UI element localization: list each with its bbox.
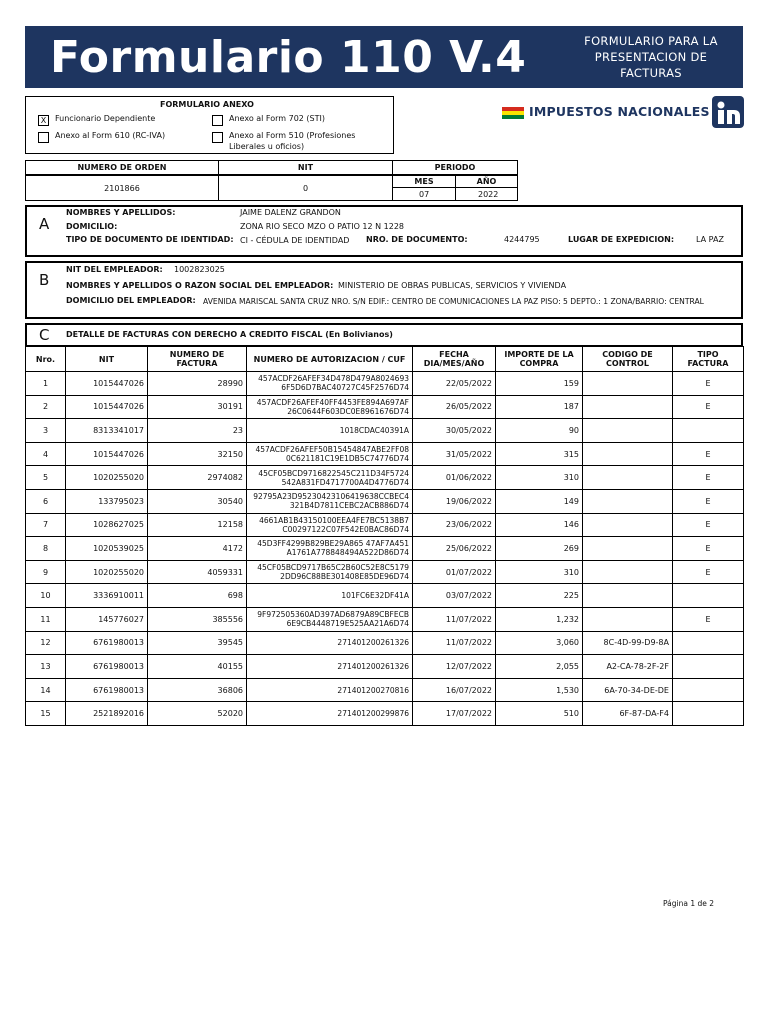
row-autorizacion — [247, 655, 413, 679]
auth-line: 0C621181C19E1DB5C74776D74 — [285, 454, 409, 464]
empleador-nit-value: 1002823025 — [174, 265, 225, 274]
auth-line: 45CF05BCD9717B65C2B60C52E8C5179 — [257, 563, 409, 573]
auth-line: 271401200261326 — [337, 638, 409, 648]
column-header: NUMERO DE FACTURA — [148, 347, 247, 372]
row-autorizacion — [247, 702, 413, 726]
row-factura: 12158 — [148, 513, 247, 537]
logo-text: IMPUESTOS NACIONALES — [529, 104, 710, 119]
table-row — [26, 678, 744, 702]
empleador-domicilio-label: DOMICILIO DEL EMPLEADOR: — [66, 296, 196, 305]
row-nro: 11 — [26, 607, 66, 631]
table-row — [26, 584, 744, 608]
row-codigo-control — [583, 419, 673, 443]
row-factura: 36806 — [148, 678, 247, 702]
row-importe: 1,232 — [496, 607, 583, 631]
row-codigo-control — [583, 607, 673, 631]
razon-social-label: NOMBRES Y APELLIDOS O RAZON SOCIAL DEL EMPLEADOR: — [66, 281, 334, 290]
row-codigo-control — [583, 560, 673, 584]
column-header: NUMERO DE AUTORIZACION / CUF — [247, 347, 413, 372]
table-row — [26, 489, 744, 513]
auth-line: 271401200261326 — [337, 661, 409, 671]
row-tipo-factura: E — [673, 489, 744, 513]
row-codigo-control: 6F-87-DA-F4 — [583, 702, 673, 726]
column-header: FECHA DIA/MES/AÑO — [413, 347, 496, 372]
row-autorizacion — [247, 678, 413, 702]
table-row — [26, 655, 744, 679]
row-importe: 310 — [496, 560, 583, 584]
row-importe: 2,055 — [496, 655, 583, 679]
row-factura: 30540 — [148, 489, 247, 513]
section-c-letter: C — [39, 326, 50, 344]
row-codigo-control — [583, 395, 673, 419]
lugar-value: LA PAZ — [696, 235, 724, 244]
subtitle-line: FORMULARIO PARA LA — [584, 34, 718, 48]
row-autorizacion — [247, 419, 413, 443]
row-fecha: 01/07/2022 — [413, 560, 496, 584]
auth-line: 45D3FF4299B829BE29A865 47AF7A451 — [257, 539, 409, 549]
auth-line: 4661AB1B43150100EEA4FE7BC5138B7 — [259, 515, 409, 525]
anexo-option-label: Anexo al Form 702 (STI) — [229, 114, 325, 123]
table-row — [26, 631, 744, 655]
row-importe: 146 — [496, 513, 583, 537]
row-importe: 269 — [496, 537, 583, 561]
mes-header: MES — [392, 175, 456, 188]
table-row — [26, 442, 744, 466]
row-nit: 1028627025 — [66, 513, 148, 537]
page-number: Página 1 de 2 — [663, 899, 715, 908]
row-autorizacion — [247, 607, 413, 631]
nro-doc-value: 4244795 — [504, 235, 540, 244]
auth-line: 542A831FD4717700A4D4776D74 — [281, 477, 409, 487]
mes-value: 07 — [392, 187, 456, 201]
table-row — [26, 607, 744, 631]
row-factura: 385556 — [148, 607, 247, 631]
empleador-nit-label: NIT DEL EMPLEADOR: — [66, 265, 163, 274]
row-importe: 159 — [496, 372, 583, 396]
row-autorizacion — [247, 560, 413, 584]
row-factura: 28990 — [148, 372, 247, 396]
auth-line: 92795A23D95230423106419638CCBEC4 — [253, 492, 409, 502]
table-row — [26, 372, 744, 396]
ano-value: 2022 — [455, 187, 518, 201]
anexo-checkbox-610[interactable] — [38, 132, 49, 143]
auth-line: A1761A778848494A522D86D74 — [286, 548, 409, 558]
row-fecha: 11/07/2022 — [413, 607, 496, 631]
auth-line: 45CF05BCD9716822545C211D34F5724 — [258, 468, 409, 478]
row-tipo-factura: E — [673, 537, 744, 561]
row-importe: 149 — [496, 489, 583, 513]
row-tipo-factura — [673, 631, 744, 655]
row-fecha: 31/05/2022 — [413, 442, 496, 466]
auth-line: 271401200299876 — [337, 709, 409, 719]
row-nit: 1020255020 — [66, 560, 148, 584]
row-autorizacion — [247, 513, 413, 537]
row-codigo-control — [583, 537, 673, 561]
row-fecha: 01/06/2022 — [413, 466, 496, 490]
row-importe: 90 — [496, 419, 583, 443]
row-fecha: 25/06/2022 — [413, 537, 496, 561]
row-factura: 30191 — [148, 395, 247, 419]
row-codigo-control — [583, 584, 673, 608]
anexo-checkbox-510[interactable] — [212, 132, 223, 143]
row-tipo-factura: E — [673, 372, 744, 396]
row-factura: 39545 — [148, 631, 247, 655]
invoice-body — [26, 372, 744, 726]
auth-line: 6F5D6D7BAC40727C45F2576D74 — [281, 383, 409, 393]
row-nit: 6761980013 — [66, 678, 148, 702]
row-autorizacion — [247, 372, 413, 396]
anexo-option-label: Funcionario Dependiente — [55, 114, 156, 123]
bolivia-flag-icon — [502, 107, 524, 119]
orden-value: 2101866 — [25, 175, 219, 201]
row-nit: 6761980013 — [66, 655, 148, 679]
row-fecha: 17/07/2022 — [413, 702, 496, 726]
row-nro: 15 — [26, 702, 66, 726]
auth-line: 457ACDF26AFEF34D478D479A8024693 — [258, 374, 409, 384]
row-codigo-control: 6A-70-34-DE-DE — [583, 678, 673, 702]
row-fecha: 03/07/2022 — [413, 584, 496, 608]
row-codigo-control — [583, 372, 673, 396]
row-tipo-factura: E — [673, 607, 744, 631]
row-nit: 2521892016 — [66, 702, 148, 726]
auth-line: 457ACDF26AFEF50B15454847ABE2FF08 — [255, 445, 409, 455]
row-tipo-factura — [673, 419, 744, 443]
row-codigo-control: 8C-4D-99-D9-8A — [583, 631, 673, 655]
nro-doc-label: NRO. DE DOCUMENTO: — [366, 235, 468, 244]
row-nro: 3 — [26, 419, 66, 443]
row-fecha: 16/07/2022 — [413, 678, 496, 702]
row-nit: 145776027 — [66, 607, 148, 631]
section-c-title: DETALLE DE FACTURAS CON DERECHO A CREDITO FISCAL (En Bolivianos) — [66, 330, 393, 339]
subtitle-line: FACTURAS — [620, 66, 682, 80]
row-fecha: 11/07/2022 — [413, 631, 496, 655]
auth-line: C00297122C07F542E0BAC86D74 — [282, 524, 409, 534]
row-tipo-factura: E — [673, 560, 744, 584]
row-nit: 6761980013 — [66, 631, 148, 655]
row-importe: 187 — [496, 395, 583, 419]
row-nro: 8 — [26, 537, 66, 561]
anexo-option-label: Liberales u oficios) — [229, 142, 305, 151]
row-autorizacion — [247, 584, 413, 608]
row-tipo-factura: E — [673, 513, 744, 537]
auth-line: 6E9CB4448719E525AA21A6D74 — [286, 619, 409, 629]
row-tipo-factura: E — [673, 442, 744, 466]
nombres-value: JAIME DALENZ GRANDON — [240, 208, 341, 217]
row-fecha: 23/06/2022 — [413, 513, 496, 537]
row-nro: 14 — [26, 678, 66, 702]
row-nit: 1015447026 — [66, 372, 148, 396]
anexo-checkbox-funcionario[interactable]: X — [38, 115, 49, 126]
auth-line: 2DD96C88BE301408E85DE96D74 — [280, 572, 409, 582]
section-b-letter: B — [39, 271, 50, 289]
row-nro: 2 — [26, 395, 66, 419]
auth-line: 271401200270816 — [337, 685, 409, 695]
row-tipo-factura — [673, 678, 744, 702]
lugar-label: LUGAR DE EXPEDICION: — [568, 235, 675, 244]
column-header: NIT — [66, 347, 148, 372]
row-autorizacion — [247, 395, 413, 419]
tipo-doc-label: TIPO DE DOCUMENTO DE IDENTIDAD: — [66, 235, 234, 244]
row-importe: 315 — [496, 442, 583, 466]
row-importe: 310 — [496, 466, 583, 490]
periodo-header: PERIODO — [392, 160, 518, 175]
row-nit: 133795023 — [66, 489, 148, 513]
anexo-checkbox-702[interactable] — [212, 115, 223, 126]
section-a-letter: A — [39, 215, 50, 233]
row-codigo-control — [583, 513, 673, 537]
auth-line: 26C0644F603DC0E8961676D74 — [287, 406, 409, 416]
row-factura: 23 — [148, 419, 247, 443]
row-nro: 4 — [26, 442, 66, 466]
row-factura: 4059331 — [148, 560, 247, 584]
column-header: TIPO FACTURA — [673, 347, 744, 372]
row-codigo-control — [583, 489, 673, 513]
row-importe: 3,060 — [496, 631, 583, 655]
row-nit: 8313341017 — [66, 419, 148, 443]
row-autorizacion — [247, 537, 413, 561]
subtitle-line: PRESENTACION DE — [594, 50, 708, 64]
row-importe: 225 — [496, 584, 583, 608]
row-fecha: 12/07/2022 — [413, 655, 496, 679]
row-tipo-factura: E — [673, 466, 744, 490]
table-row — [26, 395, 744, 419]
row-nro: 5 — [26, 466, 66, 490]
row-factura: 40155 — [148, 655, 247, 679]
table-row — [26, 466, 744, 490]
row-tipo-factura: E — [673, 395, 744, 419]
ano-header: AÑO — [455, 175, 518, 188]
tipo-doc-value: CI - CÉDULA DE IDENTIDAD — [240, 236, 350, 245]
row-tipo-factura — [673, 584, 744, 608]
column-header: CODIGO DE CONTROL — [583, 347, 673, 372]
row-tipo-factura — [673, 702, 744, 726]
form-title: Formulario 110 V.4 — [50, 32, 527, 83]
table-row — [26, 537, 744, 561]
row-autorizacion — [247, 631, 413, 655]
row-autorizacion — [247, 442, 413, 466]
row-fecha: 30/05/2022 — [413, 419, 496, 443]
row-factura: 4172 — [148, 537, 247, 561]
row-codigo-control: A2-CA-78-2F-2F — [583, 655, 673, 679]
orden-header: NUMERO DE ORDEN — [25, 160, 219, 175]
row-fecha: 19/06/2022 — [413, 489, 496, 513]
row-nit: 1020539025 — [66, 537, 148, 561]
auth-line: 321B4D7811CEBC2ACB886D74 — [289, 501, 409, 511]
auth-line: 101FC6E32DF41A — [341, 591, 409, 601]
anexo-option-label: Anexo al Form 610 (RC-IVA) — [55, 131, 166, 140]
row-nit: 3336910011 — [66, 584, 148, 608]
row-nro: 1 — [26, 372, 66, 396]
row-importe: 1,530 — [496, 678, 583, 702]
row-nro: 6 — [26, 489, 66, 513]
nit-header: NIT — [218, 160, 393, 175]
row-factura: 32150 — [148, 442, 247, 466]
impuestos-logo-icon — [712, 96, 744, 128]
anexo-option-label: Anexo al Form 510 (Profesiones — [229, 131, 356, 140]
razon-social-value: MINISTERIO DE OBRAS PUBLICAS, SERVICIOS Y VIVIENDA — [338, 281, 567, 290]
auth-line: 1018CDAC40391A — [339, 425, 409, 435]
column-header: IMPORTE DE LA COMPRA — [496, 347, 583, 372]
row-nro: 12 — [26, 631, 66, 655]
table-header-row — [26, 347, 744, 372]
row-factura: 2974082 — [148, 466, 247, 490]
row-fecha: 26/05/2022 — [413, 395, 496, 419]
auth-line: 457ACDF26AFEF40FF4453FE894A697AF — [256, 397, 409, 407]
auth-line: 9F972505360AD397AD6879A89CBFECB — [257, 610, 409, 620]
row-nro: 10 — [26, 584, 66, 608]
row-codigo-control — [583, 466, 673, 490]
form-subtitle — [566, 33, 736, 81]
table-row — [26, 560, 744, 584]
row-nit: 1015447026 — [66, 395, 148, 419]
row-factura: 698 — [148, 584, 247, 608]
invoice-table — [25, 346, 744, 726]
row-importe: 510 — [496, 702, 583, 726]
table-row — [26, 419, 744, 443]
row-codigo-control — [583, 442, 673, 466]
domicilio-value: ZONA RIO SECO MZO O PATIO 12 N 1228 — [240, 222, 405, 231]
row-fecha: 22/05/2022 — [413, 372, 496, 396]
row-nro: 7 — [26, 513, 66, 537]
row-nit: 1020255020 — [66, 466, 148, 490]
row-nit: 1015447026 — [66, 442, 148, 466]
nombres-label: NOMBRES Y APELLIDOS: — [66, 208, 176, 217]
anexo-title: FORMULARIO ANEXO — [160, 100, 254, 109]
row-factura: 52020 — [148, 702, 247, 726]
empleador-domicilio-value: AVENIDA MARISCAL SANTA CRUZ NRO. S/N EDIF.: CENTRO DE COMUNICACIONES LA PAZ PISO: 5 DEPTO.: 1 ZONA/BARRIO: CENTRAL — [203, 297, 704, 306]
row-nro: 13 — [26, 655, 66, 679]
table-row — [26, 513, 744, 537]
row-nro: 9 — [26, 560, 66, 584]
nit-value: 0 — [218, 175, 393, 201]
domicilio-label: DOMICILIO: — [66, 222, 118, 231]
table-row — [26, 702, 744, 726]
column-header: Nro. — [26, 347, 66, 372]
row-tipo-factura — [673, 655, 744, 679]
row-autorizacion — [247, 489, 413, 513]
row-autorizacion — [247, 466, 413, 490]
